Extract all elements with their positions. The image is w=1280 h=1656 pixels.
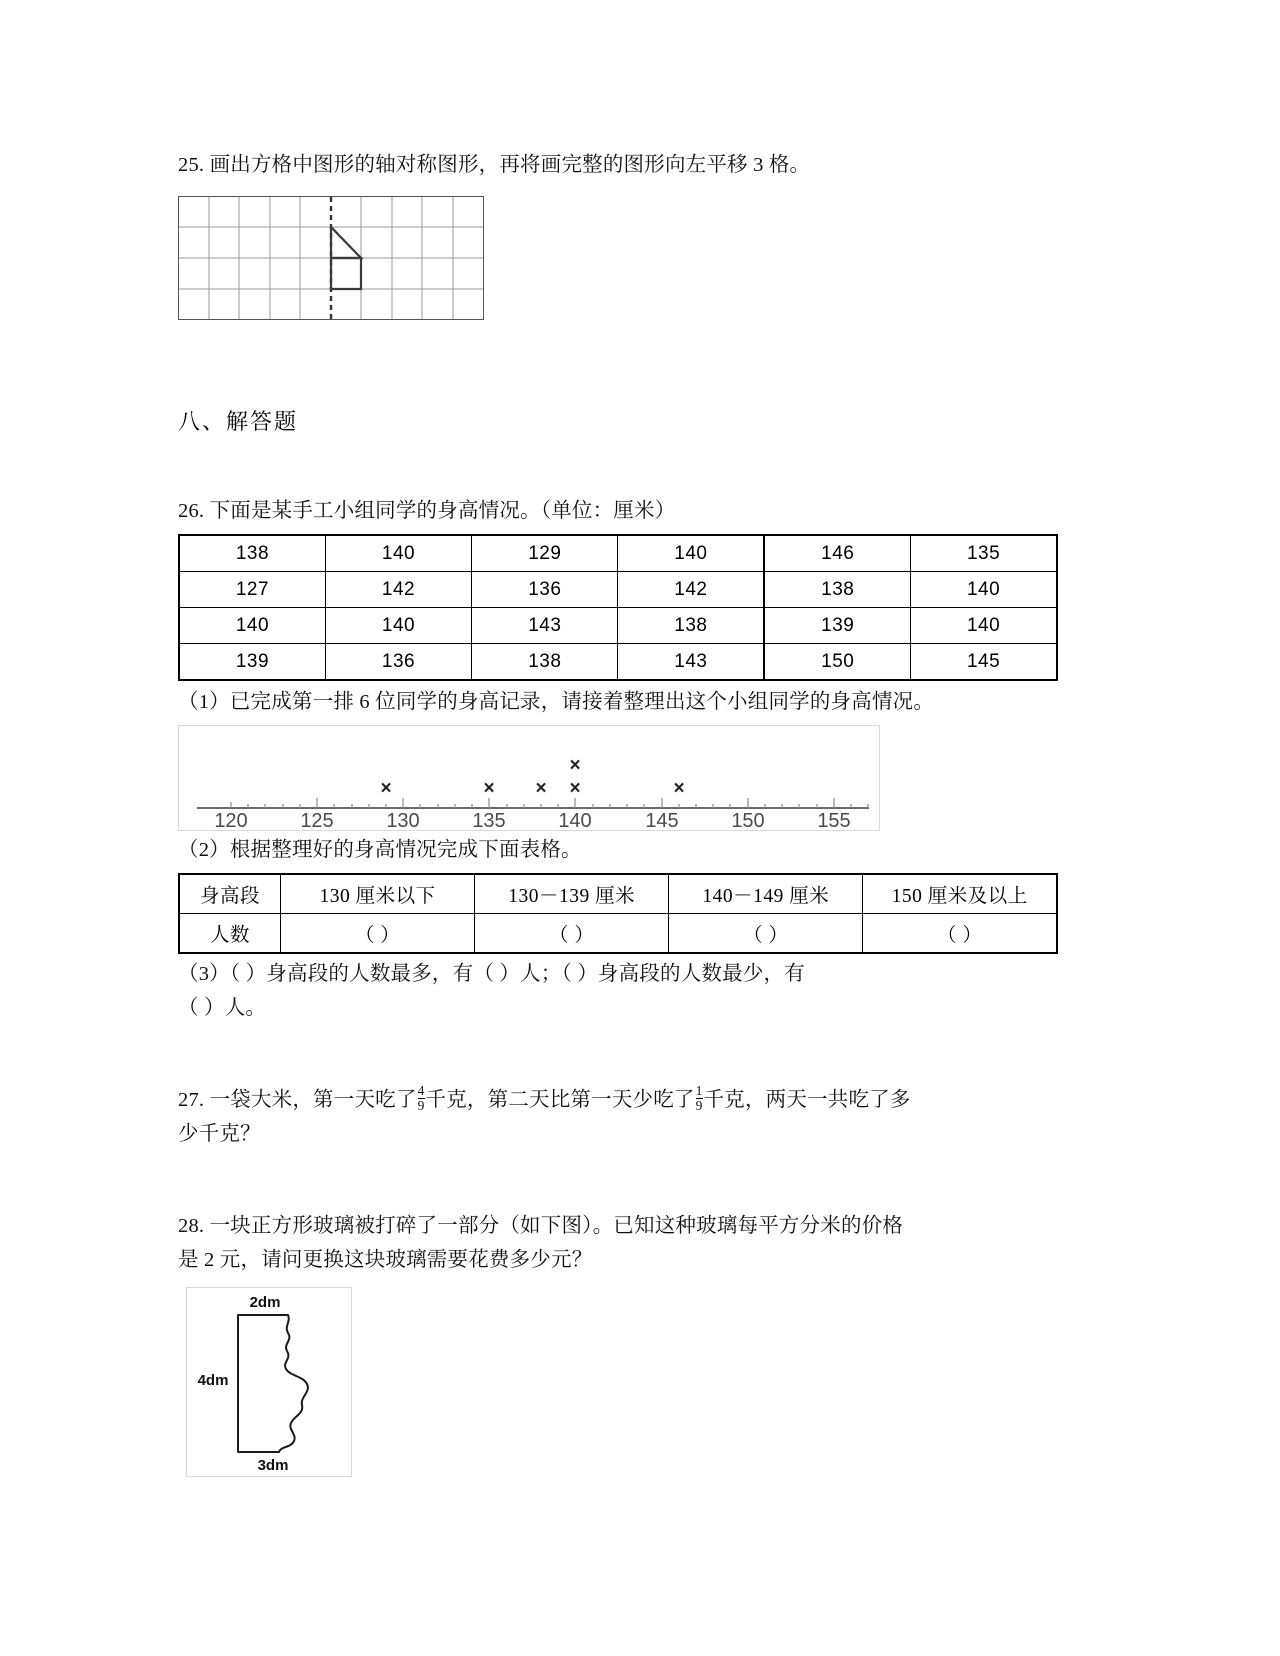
table-cell: 140 [325, 608, 471, 644]
question-27-seg1: 一袋大米，第一天吃了 [209, 1089, 417, 1111]
question-25-body: 画出方格中图形的轴对称图形，再将画完整的图形向左平移 3 格。 [209, 154, 811, 176]
grid-svg [178, 196, 484, 320]
answer-blank[interactable]: （ ） [669, 914, 863, 954]
data-marker: × [483, 778, 495, 799]
axis-tick-label: 140 [558, 810, 592, 830]
axis-tick-label: 150 [731, 810, 765, 830]
table-cell: 136 [325, 644, 471, 681]
table-cell: 140 [325, 535, 471, 572]
question-26-number: 26. [178, 500, 205, 522]
fraction-four-ninths [418, 1084, 425, 1113]
question-27-number: 27. [178, 1089, 205, 1111]
fraction-denominator: 9 [417, 1098, 425, 1114]
table-row [179, 535, 1057, 572]
answer-blank[interactable]: （ ） [475, 914, 669, 954]
table-row [179, 644, 1057, 681]
table-cell: 138 [618, 608, 764, 644]
row-header-height-range: 身高段 [179, 874, 281, 914]
question-26-text [178, 494, 1058, 528]
axis-tick-label: 135 [472, 810, 506, 830]
glass-figure-svg [187, 1288, 351, 1476]
answer-blank[interactable]: （ ） [863, 914, 1057, 954]
question-26-part1: （1）已完成第一排 6 位同学的身高记录，请接着整理出这个小组同学的身高情况。 [178, 691, 935, 713]
dotplot-svg [179, 726, 879, 830]
table-row [179, 608, 1057, 644]
table-cell: 142 [618, 572, 764, 608]
table-cell: 138 [764, 572, 910, 608]
question-26-part3-line1: （3）（ ）身高段的人数最多，有（ ）人；（ ）身高段的人数最少，有 [178, 963, 805, 985]
data-marker: × [380, 778, 392, 799]
table-row [179, 914, 1057, 954]
label-bottom: 3dm [257, 1457, 289, 1474]
data-marker: × [673, 778, 685, 799]
table-cell: 143 [472, 608, 618, 644]
table-cell: 140 [618, 535, 764, 572]
table-cell: 135 [911, 535, 1057, 572]
table-cell: 139 [764, 608, 910, 644]
question-27-line2: 少千克？ [178, 1123, 261, 1145]
data-marker: × [535, 778, 547, 799]
height-dotplot-chart [178, 725, 880, 831]
axis-tick-labels [214, 810, 850, 830]
fraction-one-ninth [696, 1084, 703, 1113]
q28-glass-figure [186, 1287, 352, 1477]
table-cell: 146 [764, 535, 910, 572]
fraction-numerator: 1 [695, 1083, 703, 1099]
table-cell: 129 [472, 535, 618, 572]
table-cell: 139 [179, 644, 325, 681]
table-cell: 150 [764, 644, 910, 681]
question-25-number: 25. [178, 154, 205, 176]
data-marker: × [569, 755, 581, 776]
column-header: 130－139 厘米 [475, 874, 669, 914]
q25-grid-figure [178, 196, 484, 320]
question-28-line2: 是 2 元，请问更换这块玻璃需要花费多少元？ [178, 1249, 593, 1271]
table-cell: 140 [911, 608, 1057, 644]
heights-data-table [178, 534, 1058, 681]
axis-tick-label: 125 [300, 810, 334, 830]
fraction-denominator: 9 [695, 1098, 703, 1114]
table-cell: 127 [179, 572, 325, 608]
question-28-line1 [178, 1209, 1058, 1243]
table-cell: 140 [911, 572, 1057, 608]
question-27-text [178, 1083, 1058, 1117]
question-26-part2: （2）根据整理好的身高情况完成下面表格。 [178, 839, 582, 861]
row-header-count: 人数 [179, 914, 281, 954]
answer-blank[interactable]: （ ） [281, 914, 475, 954]
table-cell: 142 [325, 572, 471, 608]
column-header: 140－149 厘米 [669, 874, 863, 914]
axis-tick-label: 120 [214, 810, 248, 830]
question-28-number: 28. [178, 1215, 205, 1237]
question-27-seg3: 千克，两天一共吃了多 [703, 1089, 911, 1111]
question-26-part3-line2: （ ）人。 [178, 997, 267, 1019]
question-27-seg2: 千克，第二天比第一天少吃了 [425, 1089, 695, 1111]
data-markers [380, 755, 684, 799]
height-summary-table [178, 873, 1058, 954]
table-cell: 145 [911, 644, 1057, 681]
section-heading-eight: 八、解答题 [178, 409, 299, 434]
table-row [179, 874, 1057, 914]
column-header: 130 厘米以下 [281, 874, 475, 914]
glass-shape-outline [238, 1315, 308, 1452]
axis-tick-label: 145 [645, 810, 679, 830]
table-cell: 143 [618, 644, 764, 681]
data-marker: × [569, 778, 581, 799]
label-top: 2dm [249, 1294, 281, 1311]
column-header: 150 厘米及以上 [863, 874, 1057, 914]
table-cell: 138 [472, 644, 618, 681]
table-cell: 140 [179, 608, 325, 644]
page-content [178, 0, 1058, 1477]
table-row [179, 572, 1057, 608]
axis-tick-label: 155 [817, 810, 851, 830]
axis-tick-label: 130 [386, 810, 420, 830]
table-cell: 138 [179, 535, 325, 572]
table-cell: 136 [472, 572, 618, 608]
question-26-body: 下面是某手工小组同学的身高情况。（单位：厘米） [209, 500, 676, 522]
question-28-body: 一块正方形玻璃被打碎了一部分（如下图）。已知这种玻璃每平方分米的价格 [209, 1215, 904, 1237]
label-left: 4dm [197, 1372, 229, 1389]
fraction-numerator: 4 [417, 1083, 425, 1099]
question-25-text [178, 148, 1058, 182]
